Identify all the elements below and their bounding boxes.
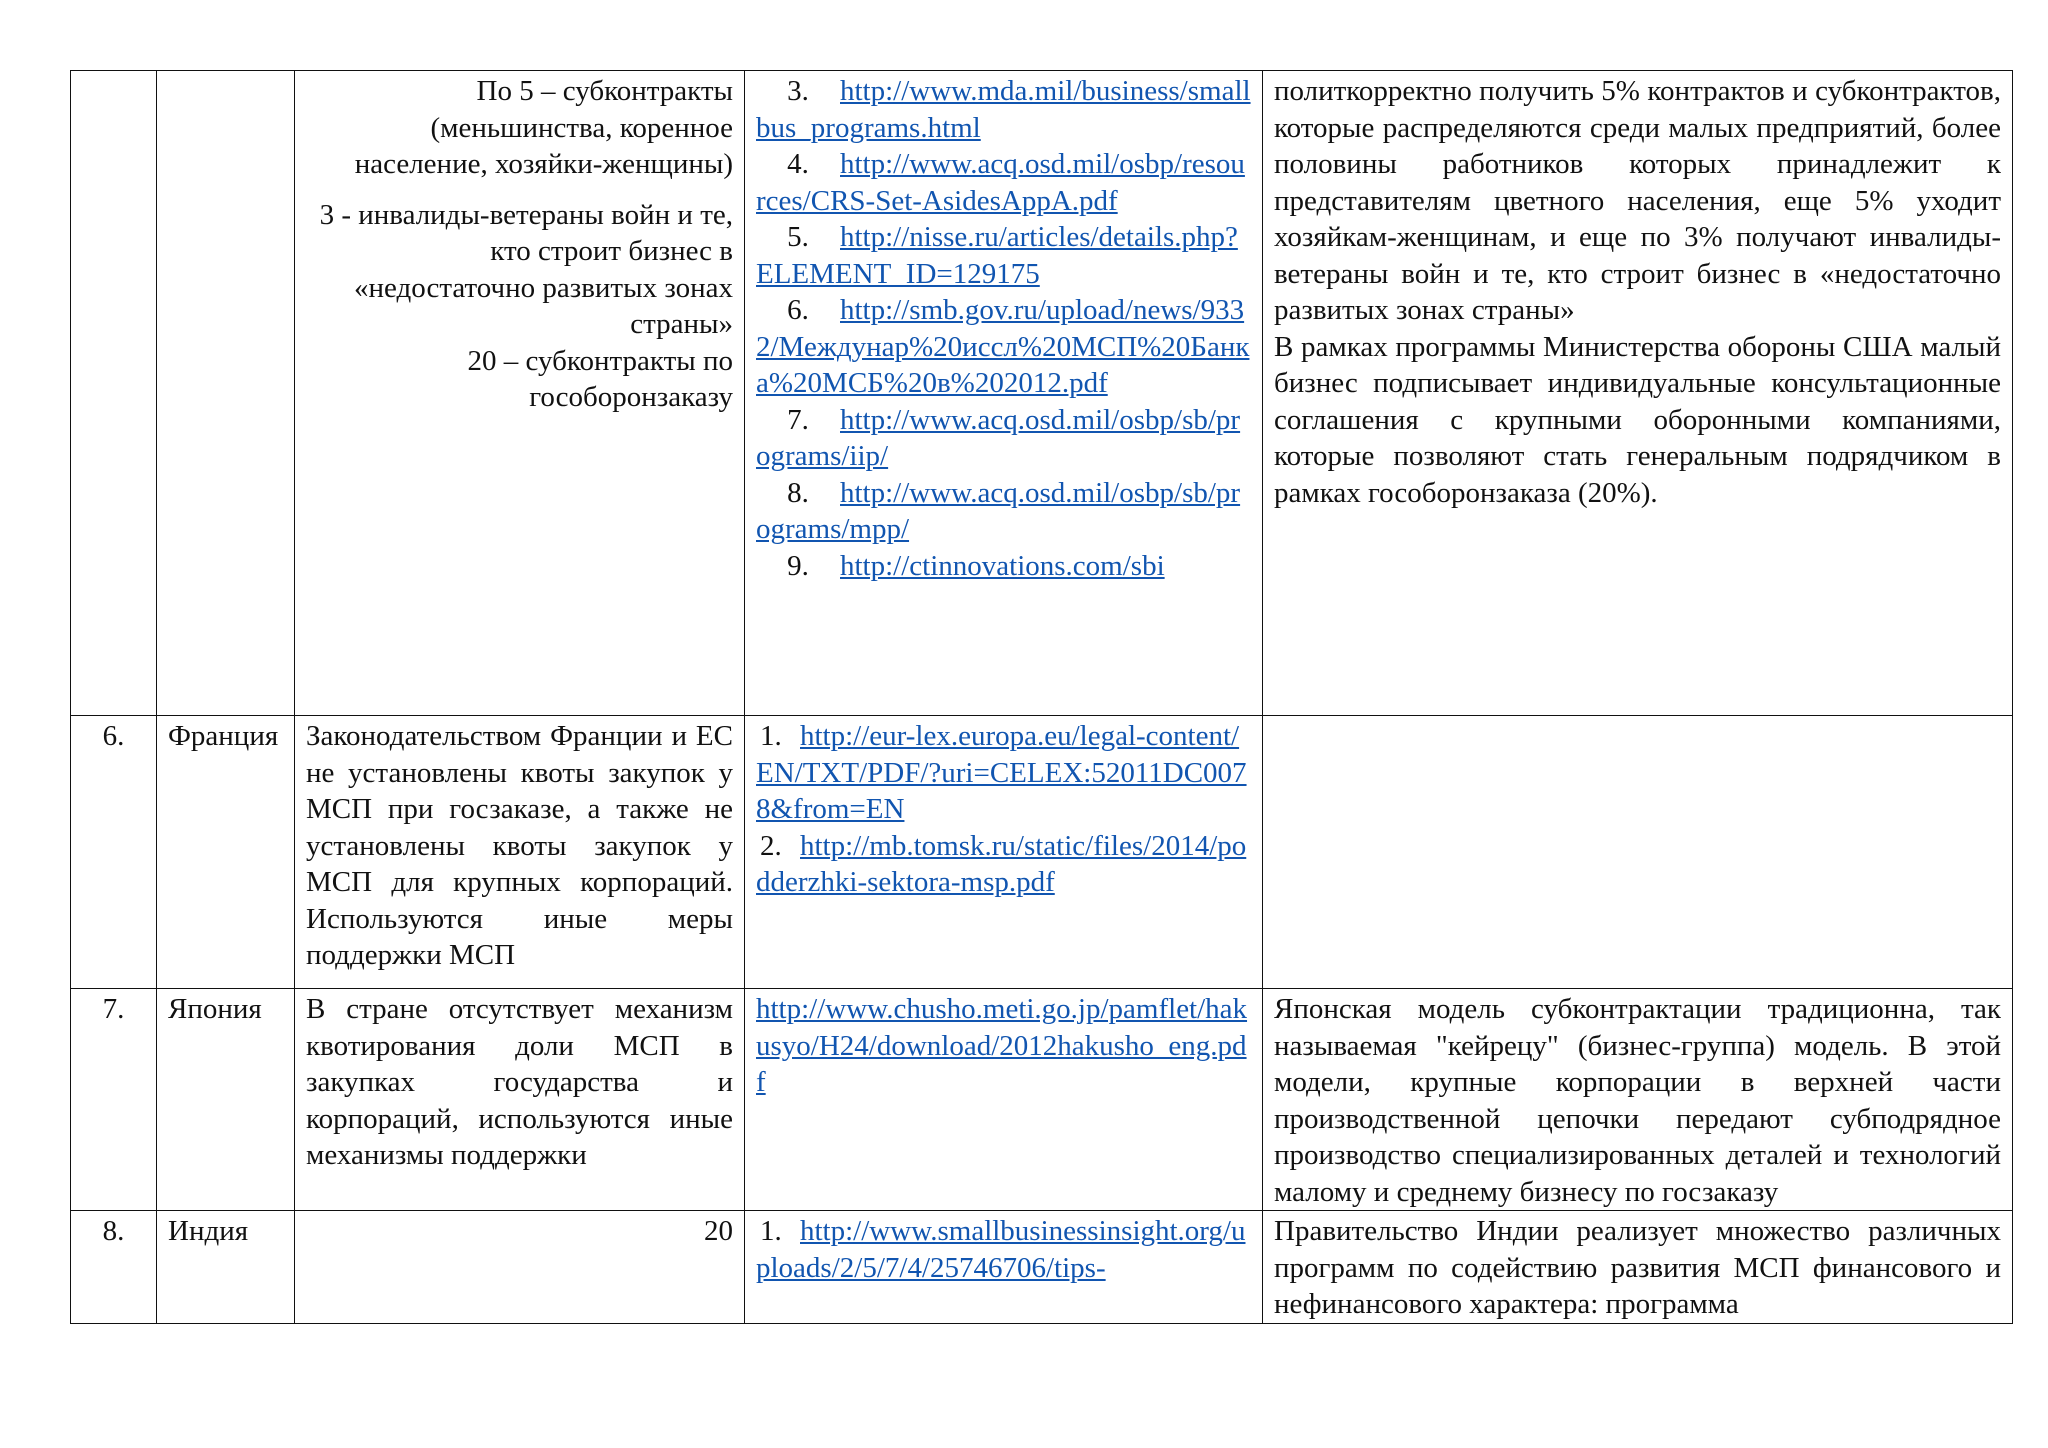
source-link-item: 3. http://www.mda.mil/business/smallbus_programs.html [756, 75, 1251, 144]
source-link[interactable]: http://www.chusho.meti.go.jp/pamflet/hakusyo/H24/download/2012hakusho_eng.pdf [756, 993, 1248, 1098]
source-link[interactable]: http://www.acq.osd.mil/osbp/sb/programs/iip/ [756, 403, 1241, 472]
table-row [71, 71, 2013, 716]
quota-cell: В стране отсутствует механизм квотирования доли МСП в закупках государства и корпораций, используются иные механизмы поддержки [295, 989, 745, 1211]
source-link-item: 5. http://nisse.ru/articles/details.php?ELEMENT_ID=129175 [756, 221, 1238, 290]
source-link[interactable]: http://www.mda.mil/business/smallbus_programs.html [756, 75, 1251, 144]
source-link-item: 8. http://www.acq.osd.mil/osbp/sb/programs/mpp/ [756, 476, 1241, 545]
source-link[interactable]: http://eur-lex.europa.eu/legal-content/EN/TXT/PDF/?uri=CELEX:52011DC0078&from=EN [756, 720, 1247, 825]
source-link[interactable]: http://nisse.ru/articles/details.php?ELEMENT_ID=129175 [756, 221, 1238, 290]
source-link-item: 1. http://www.smallbusinessinsight.org/uploads/2/5/7/4/25746706/tips- [756, 1215, 1246, 1284]
row-number: 8. [71, 1211, 157, 1324]
source-link[interactable]: http://mb.tomsk.ru/static/files/2014/podderzhki-sektora-msp.pdf [756, 829, 1247, 898]
source-link-item: 1. http://eur-lex.europa.eu/legal-content/EN/TXT/PDF/?uri=CELEX:52011DC0078&from=EN [756, 720, 1247, 825]
country-cell: Индия [157, 1211, 295, 1324]
country-cell [157, 71, 295, 716]
source-link-item: 2. http://mb.tomsk.ru/static/files/2014/podderzhki-sektora-msp.pdf [756, 829, 1247, 898]
comment-cell: Правительство Индии реализует множество различных программ по содействию развития МСП финансового и нефинансового характера: программа [1263, 1211, 2013, 1324]
quota-cell: 20 [295, 1211, 745, 1324]
source-link[interactable]: http://www.acq.osd.mil/osbp/resources/CRS-Set-AsidesAppA.pdf [756, 148, 1245, 217]
country-cell: Франция [157, 716, 295, 989]
sources-cell [745, 716, 1263, 989]
source-link[interactable]: http://www.smallbusinessinsight.org/uploads/2/5/7/4/25746706/tips- [756, 1215, 1246, 1284]
comment-cell: политкорректно получить 5% контрактов и субконтрактов, которые распределяются среди малых предприятий, более половины работников которых принадлежит к представителям цветного населения, еще 5% уходит хозяйкам-женщинам, и еще по 3% получают инвалиды-ветераны войн и те, кто строит бизнес в «недостаточно развитых зонах страны» В рамках программы Министерства обороны США малый бизнес подписывает индивидуальные консультационные соглашения с крупными оборонными компаниями, которые позволяют стать генеральным подрядчиком в рамках гособоронзаказа (20%). [1263, 71, 2013, 716]
sources-cell [745, 1211, 1263, 1324]
quota-cell [295, 71, 745, 716]
row-number: 7. [71, 989, 157, 1211]
sources-cell [745, 71, 1263, 716]
comment-cell [1263, 716, 2013, 989]
quota-text: По 5 – субконтракты (меньшинства, коренное население, хозяйки-женщины) [354, 75, 733, 180]
row-number: 6. [71, 716, 157, 989]
data-table [70, 70, 2013, 1324]
table-row [71, 989, 2013, 1211]
source-link-item: 7. http://www.acq.osd.mil/osbp/sb/programs/iip/ [756, 403, 1241, 472]
table-row [71, 1211, 2013, 1324]
row-number [71, 71, 157, 716]
table-row [71, 716, 2013, 989]
comment-cell: Японская модель субконтрактации традиционна, так называемая "кейрецу" (бизнес-группа) модель. В этой модели, крупные корпорации в верхней части производственной цепочки передают субподрядное производство специализированных деталей и технологий малому и среднему бизнесу по госзаказу [1263, 989, 2013, 1211]
source-link-item: 6. http://smb.gov.ru/upload/news/9332/Междунар%20иссл%20МСП%20Банка%20МСБ%20в%202012.pdf [756, 294, 1250, 399]
quota-text: 3 - инвалиды-ветераны войн и те, кто строит бизнес в «недостаточно развитых зонах страны» 20 – субконтракты по гособоронзаказу [319, 198, 733, 413]
quota-cell: Законодательством Франции и ЕС не установлены квоты закупок у МСП при госзаказе, а также не установлены квоты закупок у МСП для крупных корпораций. Используются иные меры поддержки МСП [295, 716, 745, 989]
country-cell: Япония [157, 989, 295, 1211]
source-link-item: 9. http://ctinnovations.com/sbi [787, 549, 1165, 582]
sources-cell [745, 989, 1263, 1211]
source-link-item: 4. http://www.acq.osd.mil/osbp/resources/CRS-Set-AsidesAppA.pdf [756, 148, 1245, 217]
source-link[interactable]: http://www.acq.osd.mil/osbp/sb/programs/mpp/ [756, 476, 1241, 545]
source-link[interactable]: http://smb.gov.ru/upload/news/9332/Междунар%20иссл%20МСП%20Банка%20МСБ%20в%202012.pdf [756, 294, 1250, 399]
source-link[interactable]: http://ctinnovations.com/sbi [840, 549, 1165, 582]
